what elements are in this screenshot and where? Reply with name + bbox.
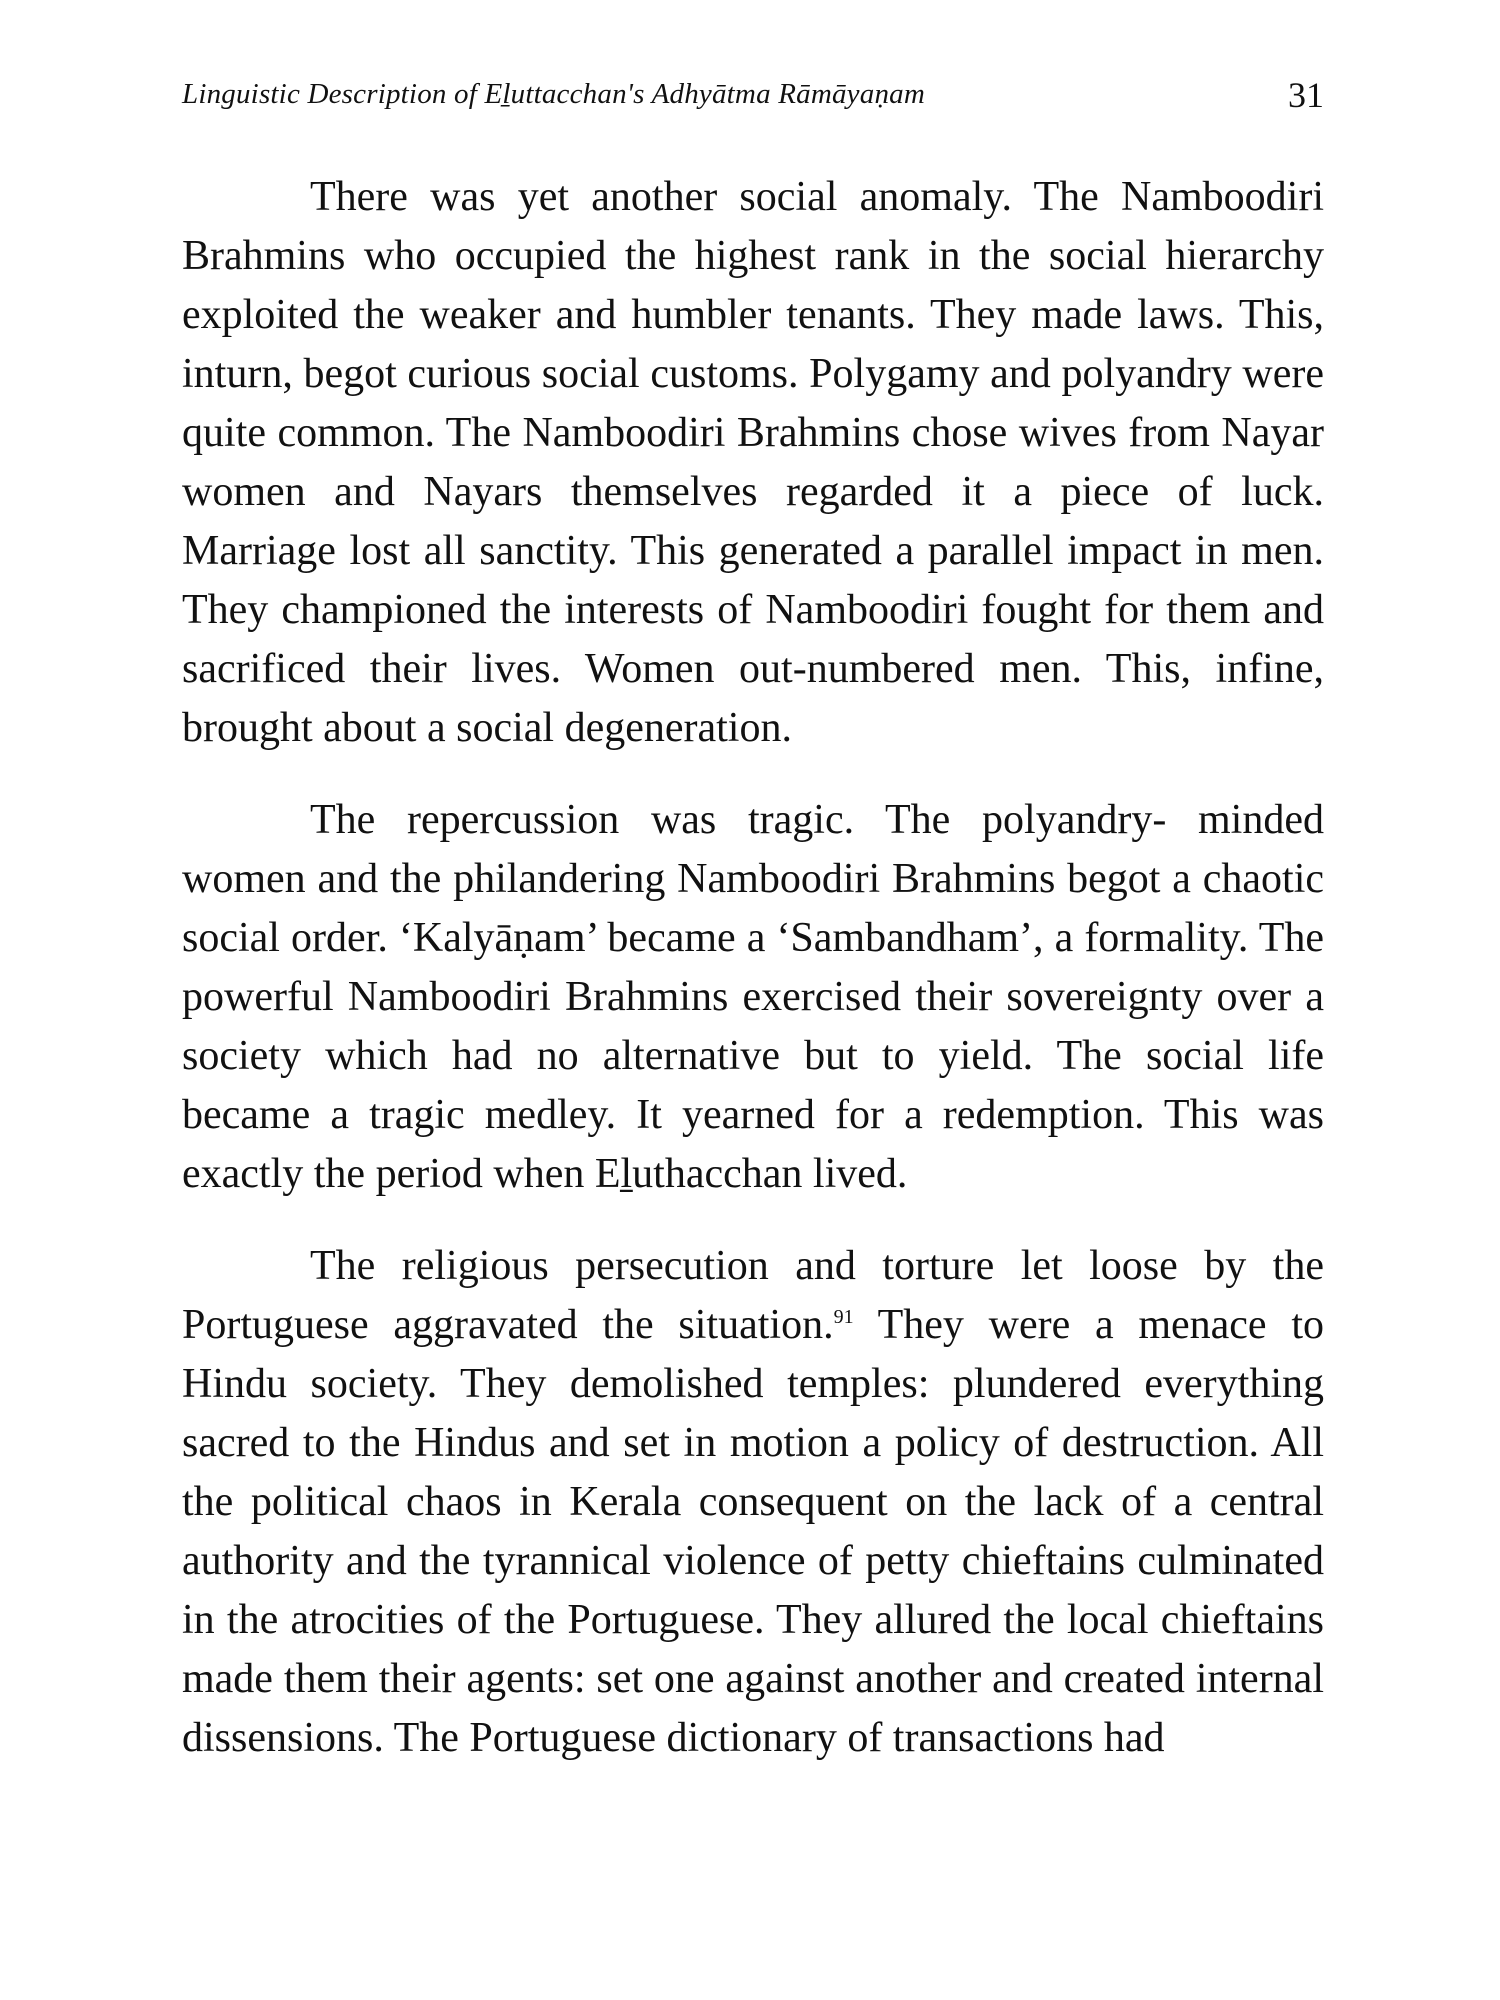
body-text xyxy=(182,168,1324,1801)
paragraph-text-before-note: The religious persecution and torture let loose by the Portuguese aggravated the situation. xyxy=(182,1243,1324,1348)
paragraph-portuguese-persecution xyxy=(182,1237,1324,1768)
page-number: 31 xyxy=(1288,75,1324,115)
paragraph-social-anomaly: There was yet another social anomaly. The Namboodiri Brahmins who occupied the highest rank in the social hierarchy exploited the weaker and humbler tenants. They made laws. This, inturn, begot curious social customs. Polygamy and polyandry were quite common. The Namboodiri Brahmins chose wives from Nayar women and Nayars themselves regarded it a piece of luck. Marriage lost all sanctity. This generated a parallel impact in men. They championed the interests of Namboodiri fought for them and sacrificed their lives. Women out-numbered men. This, infine, brought about a social degeneration. xyxy=(182,174,1324,751)
paragraph-repercussion: The repercussion was tragic. The polyandry- minded women and the philandering Namboodiri Brahmins begot a chaotic social order. ‘Kalyāṇam’ became a ‘Sambandham’, a formality. The powerful Namboodiri Brahmins exercised their sovereignty over a society which had no alternative but to yield. The social life became a tragic medley. It yearned for a redemption. This was exactly the period when Eḻuthacchan lived. xyxy=(182,797,1324,1197)
running-header xyxy=(182,75,1324,128)
paragraph-text-after-note: They were a menace to Hindu society. They demolished temples: plundered everything sacred to the Hindus and set in motion a policy of destruction. All the political chaos in Kerala consequent on the lack of a central authority and the tyrannical violence of petty chieftains culminated in the atrocities of the Portuguese. They allured the local chieftains made them their agents: set one against another and created internal dissensions. The Portuguese dictionary of transactions had xyxy=(182,1302,1324,1761)
running-title: Linguistic Description of Eḻuttacchan's Adhyātma Rāmāyaṇam xyxy=(182,78,926,110)
footnote-marker[interactable]: 91 xyxy=(833,1306,854,1328)
